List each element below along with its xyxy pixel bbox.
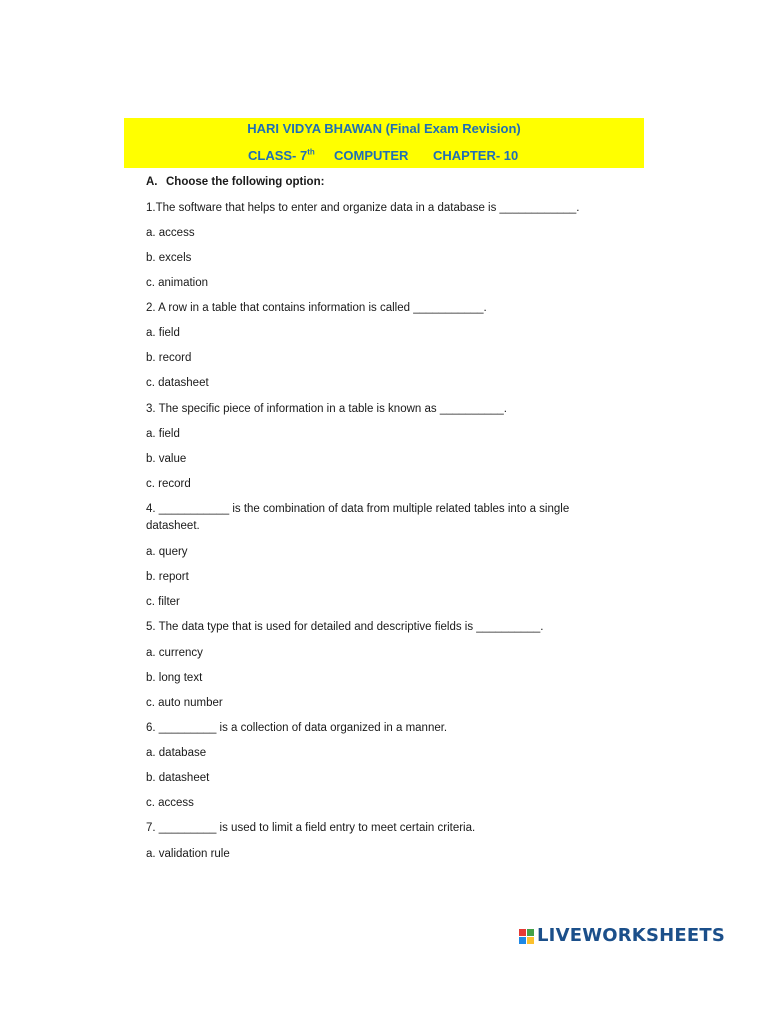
logo-block-blue (519, 937, 526, 944)
option-4a: a. query (146, 546, 188, 558)
option-6a: a. database (146, 747, 207, 759)
section-heading (146, 176, 324, 188)
question-2: 2. A row in a table that contains information is called ___________. (146, 302, 487, 314)
logo-block-yellow (527, 937, 534, 944)
option-5c: c. auto number (146, 697, 223, 709)
option-3b: b. value (146, 453, 187, 465)
option-6b: b. datasheet (146, 772, 210, 784)
option-3a: a. field (146, 428, 180, 440)
option-3c: c. record (146, 478, 191, 490)
option-5b: b. long text (146, 672, 203, 684)
logo-text: LIVEWORKSHEETS (537, 925, 726, 946)
question-5: 5. The data type that is used for detailed and descriptive fields is __________. (146, 621, 544, 633)
option-1b: b. excels (146, 252, 192, 264)
liveworksheets-logo (519, 925, 725, 947)
option-4c: c. filter (146, 596, 180, 608)
class-superscript: th (307, 147, 315, 157)
option-2a: a. field (146, 327, 180, 339)
question-6: 6. _________ is a collection of data organized in a manner. (146, 722, 448, 734)
subject-label: COMPUTER (334, 148, 409, 163)
option-2b: b. record (146, 352, 192, 364)
question-3: 3. The specific piece of information in a table is known as __________. (146, 403, 507, 415)
option-2c: c. datasheet (146, 377, 209, 389)
school-title: HARI VIDYA BHAWAN (Final Exam Revision) (247, 121, 521, 136)
option-5a: a. currency (146, 647, 203, 659)
logo-block-red (519, 929, 526, 936)
question-4: 4. ___________ is the combination of data from multiple related tables into a single (146, 503, 570, 515)
option-1a: a. access (146, 227, 195, 239)
question-7: 7. _________ is used to limit a field entry to meet certain criteria. (146, 822, 476, 834)
section-letter: A. (146, 176, 158, 188)
question-1: 1.The software that helps to enter and organize data in a database is ____________. (146, 202, 580, 214)
section-title: Choose the following option: (166, 176, 325, 188)
logo-blocks-icon (519, 929, 534, 944)
option-7a: a. validation rule (146, 848, 230, 860)
question-4-continued: datasheet. (146, 520, 200, 532)
option-1c: c. animation (146, 277, 209, 289)
option-6c: c. access (146, 797, 194, 809)
class-label: CLASS- 7th (248, 147, 315, 163)
option-4b: b. report (146, 571, 189, 583)
logo-block-green (527, 929, 534, 936)
chapter-label: CHAPTER- 10 (433, 148, 519, 163)
